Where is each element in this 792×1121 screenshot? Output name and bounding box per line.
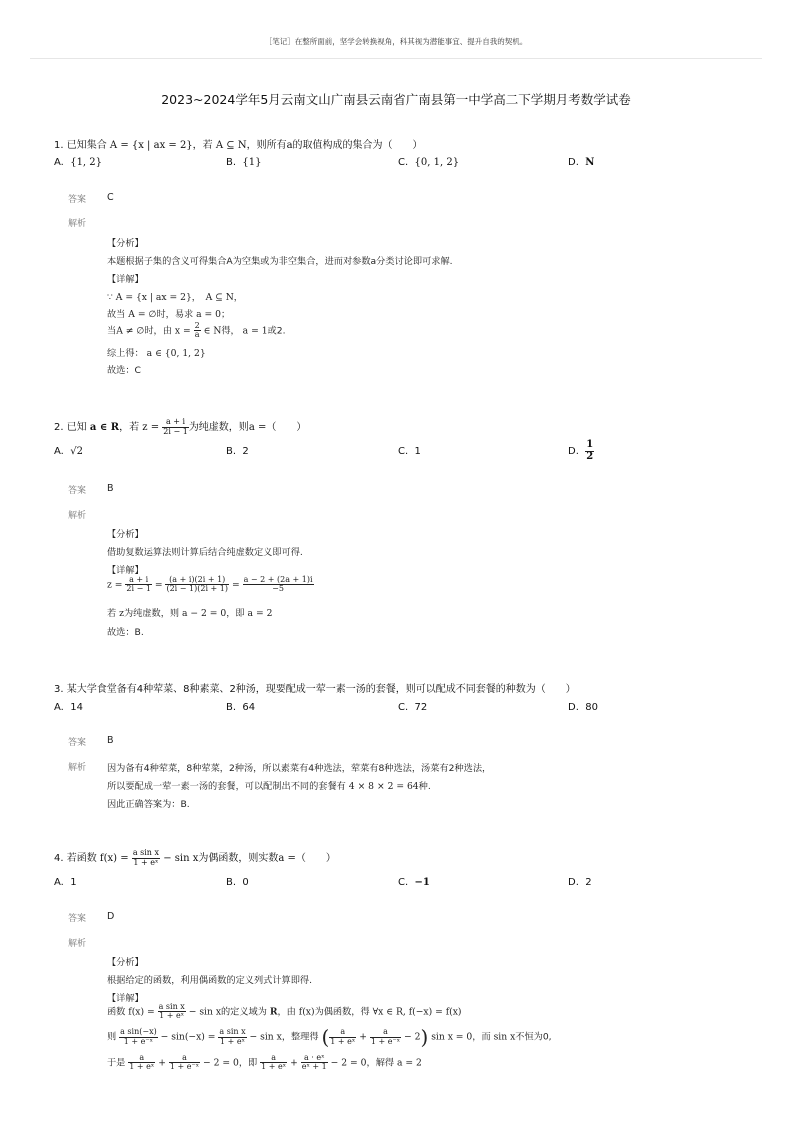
option-value: 72: [414, 702, 428, 713]
text: 时，易求: [156, 309, 194, 320]
q1-option-b[interactable]: [226, 157, 262, 168]
q3-option-c[interactable]: [398, 702, 427, 713]
math: a = 2: [247, 608, 273, 619]
q2-option-d[interactable]: [568, 440, 594, 462]
denominator: 1 + eˣ: [159, 1011, 185, 1021]
q4-explanation: 【详解】: [107, 993, 144, 1004]
text: 种.: [418, 781, 431, 792]
numerator: a: [329, 1028, 356, 1037]
analysis-label: 解析: [68, 511, 87, 521]
numerator: a: [370, 1028, 401, 1037]
q1-explanation: 【分析】: [107, 238, 144, 249]
fraction: [165, 576, 229, 594]
option-letter: A.: [54, 157, 64, 168]
q1-explanation: ∵ A = {x | ax = 2}， A ⊆ N，: [107, 292, 243, 303]
fraction: [132, 849, 160, 867]
option-letter: D.: [568, 877, 579, 888]
text: 当: [107, 325, 117, 337]
numerator: a · eˣ: [301, 1054, 328, 1063]
fraction: [128, 1054, 155, 1072]
option-value: {1}: [242, 157, 262, 168]
denominator: 1 + e⁻ˣ: [370, 1036, 401, 1046]
q4-math: a =: [278, 853, 296, 864]
fraction: [260, 1054, 287, 1072]
option-value: 0: [242, 877, 249, 888]
q4-explanation: [107, 1054, 422, 1072]
math: a − 2 = 0: [182, 608, 227, 619]
q2-option-c[interactable]: [398, 446, 421, 457]
numerator: 1: [586, 439, 594, 450]
denominator: a: [194, 330, 200, 340]
math: − 2 = 0: [203, 1057, 239, 1069]
option-value: {1, 2}: [70, 157, 103, 168]
option-letter: C.: [398, 157, 409, 168]
q1-option-a[interactable]: [54, 157, 102, 168]
text: 的定义域为: [221, 1006, 267, 1018]
q2-explanation: [107, 576, 314, 594]
q3-explanation: 因为备有4种荤菜，8种荤菜，2种汤，所以素菜有4种选法，荤菜有8种选法，汤菜有2种选法，: [107, 763, 492, 774]
fraction: [158, 1003, 186, 1021]
text: 为纯虚数，则: [123, 608, 180, 619]
text: ，整理得: [281, 1031, 319, 1043]
q2-explanation: [107, 605, 272, 619]
denominator: 1 + eˣ: [133, 857, 159, 867]
fraction: [162, 418, 189, 436]
option-value: 2: [242, 446, 249, 457]
denominator: 2: [586, 450, 594, 462]
denominator: 1 + e⁻ˣ: [169, 1062, 200, 1072]
q2-math: a ∈ R: [89, 422, 120, 433]
fraction: [125, 576, 152, 594]
q1-option-d[interactable]: [568, 157, 594, 168]
numerator: a + i: [162, 418, 189, 427]
math: a = 0: [196, 309, 222, 320]
equals: =: [154, 579, 163, 591]
text: 则: [107, 1031, 117, 1043]
q4-text: 4. 若函数: [54, 853, 97, 864]
text: ，即: [238, 1057, 258, 1069]
math: a = 1: [242, 325, 268, 337]
q1-explanation: 本题根据子集的含义可得集合A为空集或为非空集合，进而对参数a分类讨论即可求解.: [107, 256, 453, 267]
math: +: [290, 1057, 298, 1069]
text: 若: [107, 608, 117, 619]
math: − sin x: [188, 1006, 221, 1018]
math: x =: [174, 325, 191, 337]
text: ，解得: [366, 1057, 395, 1069]
fraction: [194, 322, 201, 340]
math: sin x: [493, 1031, 516, 1043]
q2-text: （ ）: [266, 422, 307, 433]
q3-answer: B: [107, 735, 114, 746]
option-value: [585, 440, 594, 462]
denominator: 1 + e⁻ˣ: [123, 1036, 154, 1046]
answer-label: 答案: [68, 195, 87, 205]
q3-explanation: 因此正确答案为：B.: [107, 799, 190, 810]
math: A = ∅: [128, 309, 157, 320]
q1-answer: C: [107, 192, 114, 203]
text: 得，: [221, 325, 240, 337]
q3-explanation: [107, 778, 431, 792]
fraction: [169, 1054, 200, 1072]
q4-text: 为偶函数，则实数: [198, 853, 279, 864]
answer-label: 答案: [68, 486, 87, 496]
option-value: N: [585, 157, 595, 168]
text: 故当: [107, 309, 126, 320]
analysis-label: 解析: [68, 763, 87, 773]
math: − 2: [404, 1031, 421, 1043]
option-letter: A.: [54, 877, 64, 888]
left-paren: (: [321, 1025, 330, 1049]
option-letter: D.: [568, 157, 579, 168]
option-value: √2: [70, 446, 83, 457]
answer-label: 答案: [68, 914, 87, 924]
q1-explanation: [107, 306, 230, 320]
q4-math: − sin x: [163, 853, 199, 864]
numerator: (a + i)(2i + 1): [165, 576, 229, 585]
numerator: a: [128, 1054, 155, 1063]
text: ，而: [472, 1031, 491, 1043]
numerator: a sin x: [132, 848, 159, 858]
text: 于是: [107, 1057, 126, 1069]
math: a = 2: [397, 1057, 422, 1069]
q2-explanation: 【分析】: [107, 529, 144, 540]
q3-option-a[interactable]: [54, 702, 83, 713]
option-letter: B.: [226, 446, 237, 457]
text: 为偶函数，得: [314, 1006, 370, 1018]
q4-text: （ ）: [295, 853, 336, 864]
q4-explanation: 根据给定的函数，利用偶函数的定义列式计算即得.: [107, 975, 313, 986]
numerator: a + i: [125, 576, 152, 585]
numerator: a sin x: [158, 1002, 185, 1011]
q2-text: 为纯虚数，则: [188, 422, 249, 433]
fraction: [329, 1028, 356, 1046]
numerator: a − 2 + (2a + 1)i: [243, 575, 313, 584]
text: 所以要配成一荤一素一汤的套餐，可以配制出不同的套餐有: [107, 781, 346, 792]
math: ∈ N: [203, 325, 222, 337]
q2-math: z =: [142, 422, 160, 433]
math: − sin(−x) =: [160, 1031, 216, 1043]
option-value: 14: [70, 702, 83, 713]
math: ∀x ∈ R, f(−x) = f(x): [372, 1006, 462, 1018]
q1-explanation: [107, 322, 286, 340]
math: sin x = 0: [431, 1031, 473, 1043]
q1-explanation: [107, 345, 206, 359]
q2-text: 2. 已知: [54, 422, 87, 433]
math: f(x) =: [128, 1006, 155, 1018]
q3-option-b[interactable]: [226, 702, 255, 713]
right-paren: ): [420, 1025, 429, 1049]
q2-explanation: 借助复数运算法则计算后结合纯虚数定义即可得.: [107, 547, 303, 558]
question-2: [54, 418, 306, 436]
option-letter: C.: [398, 702, 409, 713]
denominator: 2i − 1: [163, 426, 188, 436]
option-letter: B.: [226, 877, 237, 888]
q1-text: ，若: [192, 140, 213, 151]
equals: =: [231, 579, 240, 591]
option-value: 80: [585, 702, 598, 713]
q1-math: a: [286, 140, 293, 151]
option-letter: B.: [226, 702, 237, 713]
option-value: 2: [585, 877, 592, 888]
q4-option-a[interactable]: [54, 877, 77, 888]
math: f(x): [298, 1006, 315, 1018]
option-value: −1: [414, 877, 430, 888]
option-letter: A.: [54, 702, 64, 713]
math: R: [269, 1006, 278, 1018]
denominator: 2i − 1: [126, 584, 151, 594]
q1-math: A = {x | ax = 2}: [109, 140, 193, 151]
q1-text: 1. 已知集合: [54, 140, 107, 151]
math: +: [158, 1057, 166, 1069]
numerator: 2: [194, 321, 200, 330]
math: z =: [107, 579, 123, 591]
numerator: a: [169, 1054, 200, 1063]
option-letter: C.: [398, 446, 409, 457]
option-letter: B.: [226, 157, 237, 168]
math: A ≠ ∅: [116, 325, 145, 337]
numerator: a: [260, 1054, 287, 1063]
q4-answer: D: [107, 911, 115, 922]
q2-option-b[interactable]: [226, 446, 249, 457]
q4-explanation: [107, 1027, 552, 1047]
numerator: a sin(−x): [120, 1027, 157, 1037]
question-4: [54, 849, 336, 867]
denominator: 1 + eˣ: [330, 1036, 356, 1046]
option-letter: A.: [54, 446, 64, 457]
option-value: 1: [70, 877, 77, 888]
math: − 2 = 0: [330, 1057, 367, 1069]
fraction: [301, 1054, 328, 1072]
q2-math: a =: [248, 422, 267, 433]
fraction: [119, 1028, 158, 1046]
option-letter: C.: [398, 877, 409, 888]
fraction: [218, 1028, 246, 1046]
q1-math: A ⊆ N: [215, 140, 247, 151]
option-value: 1: [414, 446, 421, 457]
answer-label: 答案: [68, 738, 87, 748]
q1-text: ，则所有: [246, 140, 287, 151]
denominator: 1 + eˣ: [129, 1062, 155, 1072]
option-value: 64: [242, 702, 256, 713]
fraction: [243, 576, 314, 594]
divider: [30, 58, 762, 59]
denominator: 1 + eˣ: [261, 1062, 287, 1072]
q4-explanation: [107, 1003, 461, 1021]
q4-math: f(x) =: [99, 853, 129, 864]
q1-explanation: 【详解】: [107, 274, 144, 285]
text: ，即: [226, 608, 245, 619]
q3-option-d[interactable]: [568, 702, 598, 713]
question-1: [54, 136, 423, 151]
q2-explanation: 【详解】: [107, 565, 144, 576]
text: ；: [221, 309, 231, 320]
q2-explanation: 故选：B.: [107, 627, 144, 638]
header-banner: ［笔记］在整所面前，坚学会转换视角，科其视为潜能事宜、提升自我的契机。: [264, 37, 528, 46]
numerator: a sin x: [219, 1027, 246, 1037]
q1-option-c[interactable]: [398, 157, 459, 168]
q2-answer: B: [107, 483, 114, 494]
denominator: (2i − 1)(2i + 1): [166, 584, 229, 594]
math: +: [359, 1031, 367, 1043]
analysis-label: 解析: [68, 939, 87, 949]
q2-text: ，若: [119, 422, 140, 433]
analysis-label: 解析: [68, 219, 87, 229]
denominator: −5: [272, 584, 284, 594]
math: − sin x: [249, 1031, 282, 1043]
math: 4 × 8 × 2 = 64: [348, 781, 419, 792]
fraction: [370, 1028, 401, 1046]
text: 函数: [107, 1006, 126, 1018]
q1-explanation: 故选：C: [107, 365, 141, 376]
text: 时，由: [144, 325, 172, 337]
math: z: [119, 608, 124, 619]
q4-option-c[interactable]: [398, 877, 430, 888]
question-3: 3. 某大学食堂备有4种荤菜、8种素菜、2种汤，现要配成一荤一素一汤的套餐，则可以配成不同套餐的种数为（ ）: [54, 684, 576, 695]
option-value: {0, 1, 2}: [414, 157, 460, 168]
page-title: 2023~2024学年5月云南文山广南县云南省广南县第一中学高二下学期月考数学试卷: [161, 92, 631, 107]
q1-text: 的取值构成的集合为（ ）: [292, 140, 423, 151]
text: 不恒为0,: [515, 1031, 552, 1043]
q4-option-b[interactable]: [226, 877, 249, 888]
denominator: 1 + eˣ: [219, 1036, 245, 1046]
option-letter: D.: [568, 446, 579, 457]
text: ，由: [277, 1006, 296, 1018]
math: a ∈ {0, 1, 2}: [146, 348, 206, 359]
q2-option-a[interactable]: [54, 446, 83, 457]
text: 综上得：: [107, 348, 144, 359]
q4-explanation: 【分析】: [107, 957, 144, 968]
option-letter: D.: [568, 702, 579, 713]
denominator: eˣ + 1: [301, 1062, 327, 1072]
text: 或2.: [267, 325, 286, 337]
q4-option-d[interactable]: [568, 877, 592, 888]
